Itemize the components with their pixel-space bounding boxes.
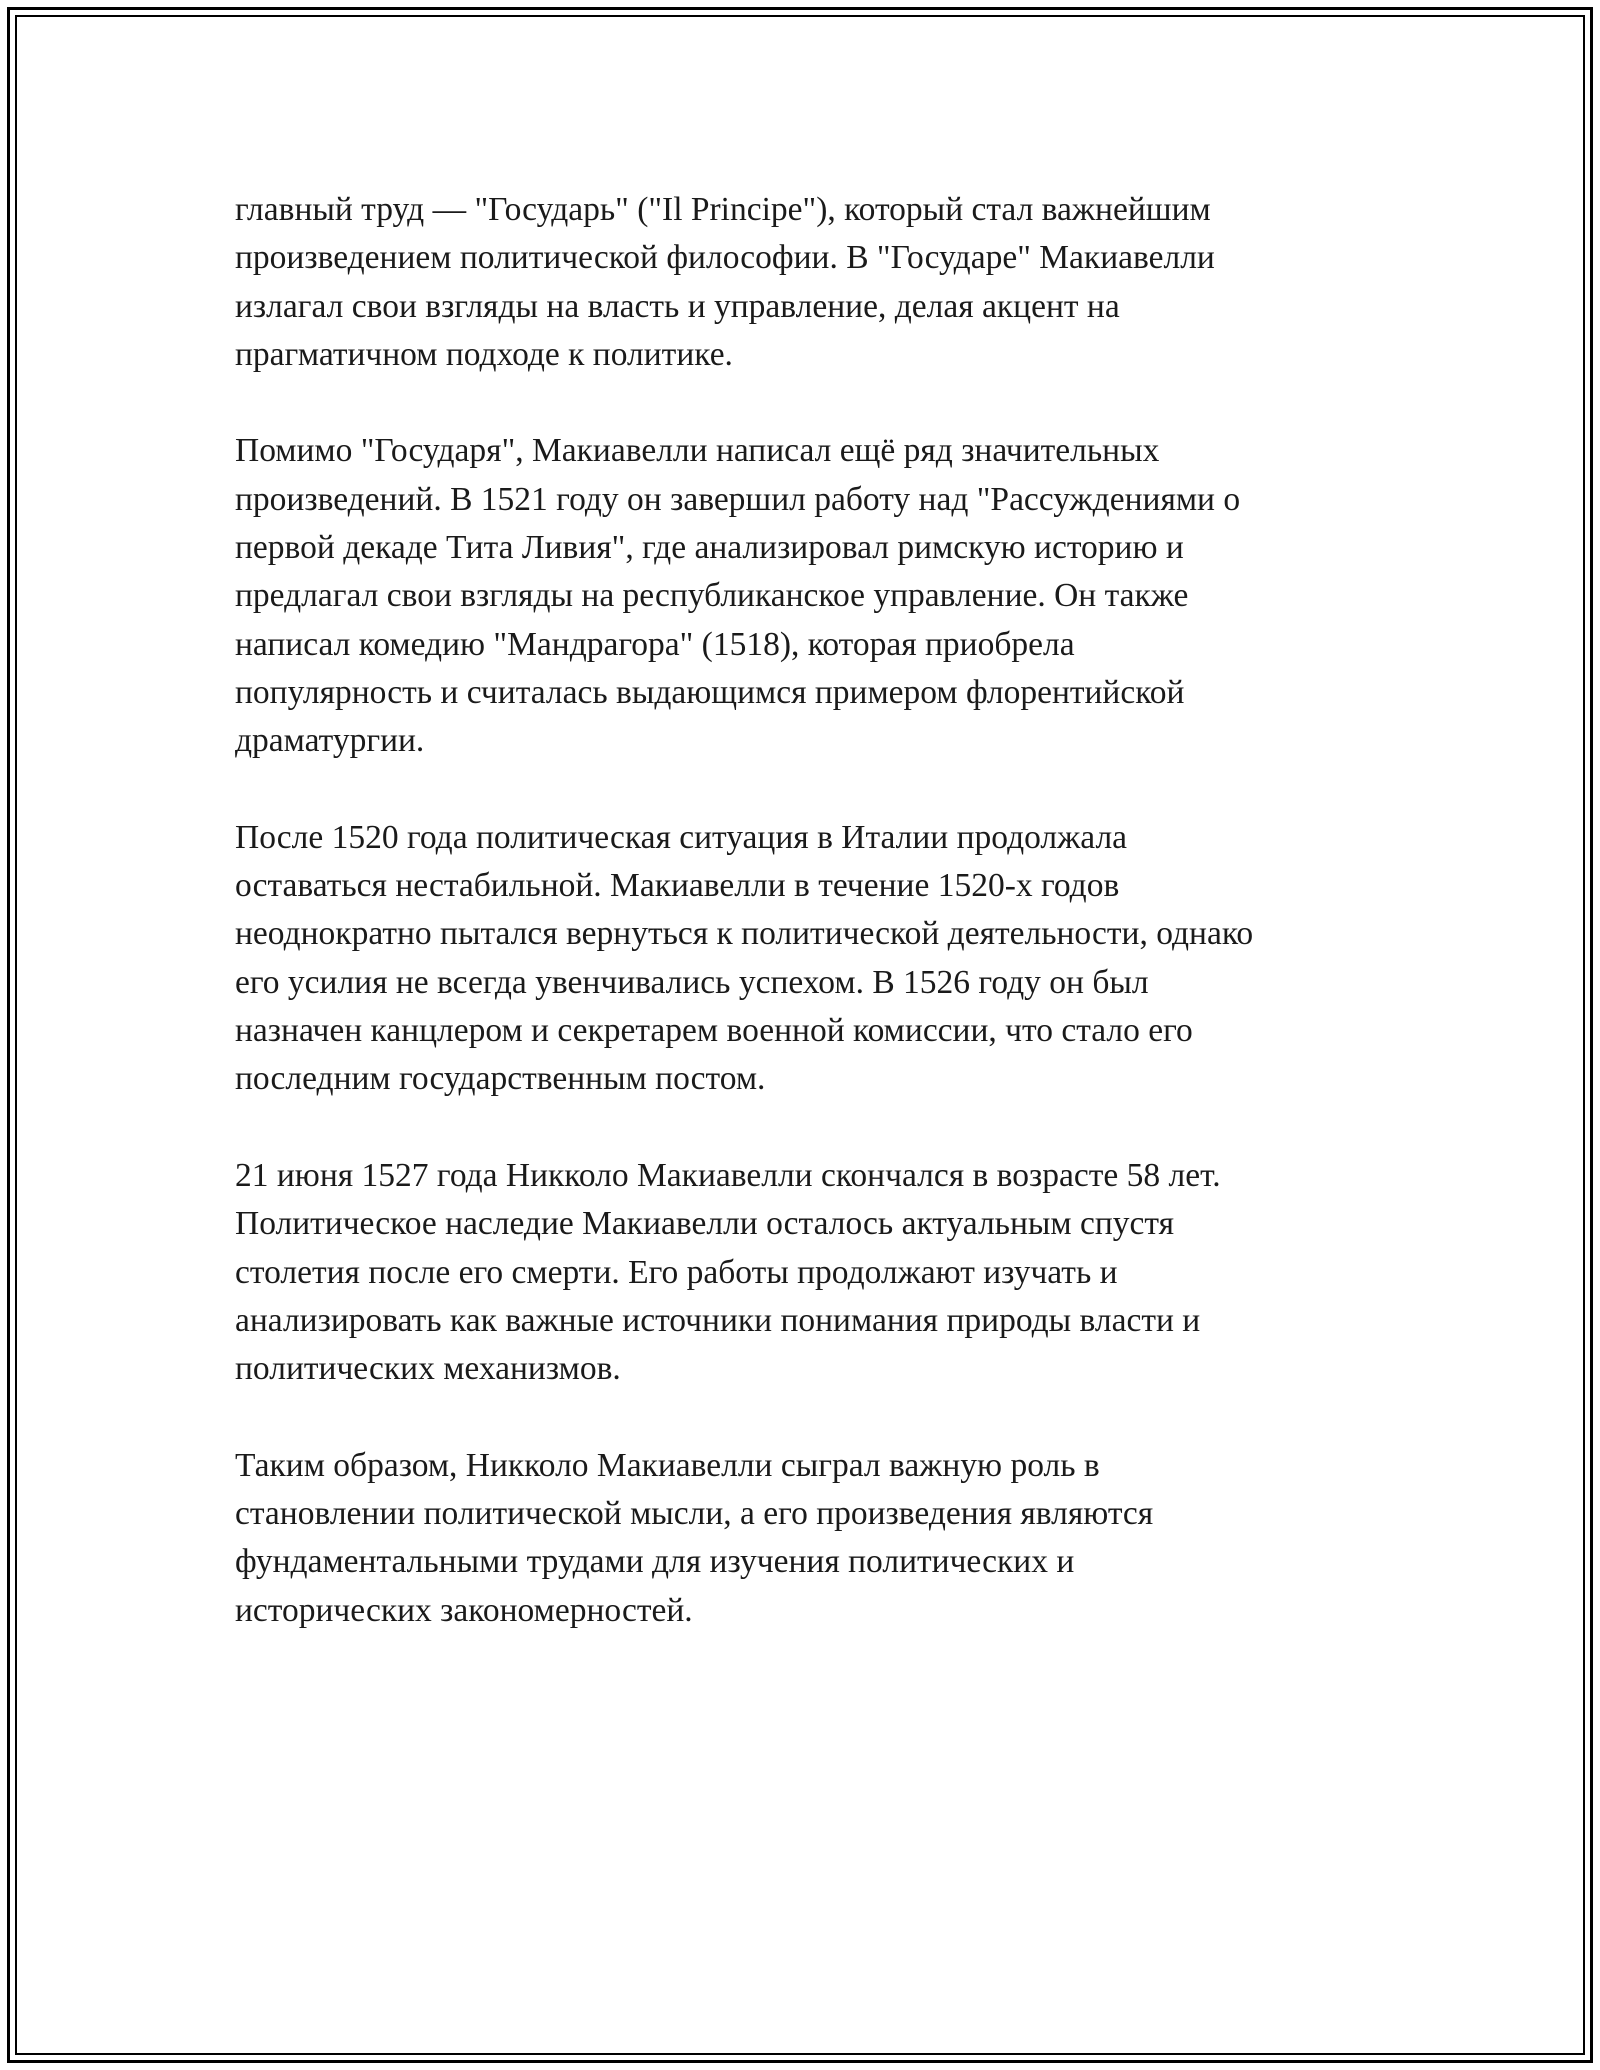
text-line: анализировать как важные источники понимания природы власти и xyxy=(235,1301,1201,1339)
paragraph-4 xyxy=(235,1152,1385,1393)
text-line: Политическое наследие Макиавелли осталось актуальным спустя xyxy=(235,1205,1174,1243)
text-line: написал комедию "Мандрагора" (1518), которая приобрела xyxy=(235,625,1075,663)
text-line: произведением политической философии. В "Государе" Макиавелли xyxy=(235,239,1215,277)
text-line: драматургии. xyxy=(235,722,425,760)
paragraph-5 xyxy=(235,1442,1385,1635)
text-line: Помимо "Государя", Макиавелли написал ещё ряд значительных xyxy=(235,432,1160,470)
text-line: назначен канцлером и секретарем военной комиссии, что стало его xyxy=(235,1012,1193,1050)
text-line: его усилия не всегда увенчивались успехом. В 1526 году он был xyxy=(235,963,1149,1001)
text-line: первой декаде Тита Ливия", где анализировал римскую историю и xyxy=(235,529,1184,567)
text-line: оставаться нестабильной. Макиавелли в течение 1520-х годов xyxy=(235,867,1120,905)
text-line: излагал свои взгляды на власть и управление, делая акцент на xyxy=(235,287,1120,325)
document-body xyxy=(235,186,1385,1683)
text-line: произведений. В 1521 году он завершил работу над "Рассуждениями о xyxy=(235,480,1241,518)
text-line: После 1520 года политическая ситуация в Италии продолжала xyxy=(235,818,1128,856)
text-line: последним государственным постом. xyxy=(235,1060,766,1098)
paragraph-2 xyxy=(235,427,1385,765)
text-line: предлагал свои взгляды на республиканское управление. Он также xyxy=(235,577,1189,615)
text-line: 21 июня 1527 года Никколо Макиавелли скончался в возрасте 58 лет. xyxy=(235,1156,1221,1194)
text-line: политических механизмов. xyxy=(235,1350,621,1388)
text-line: исторических закономерностей. xyxy=(235,1591,693,1629)
text-line: главный труд — "Государь" ("Il Principe"), который стал важнейшим xyxy=(235,191,1211,228)
paragraph-1 xyxy=(235,186,1385,379)
text-line: становлении политической мысли, а его произведения являются xyxy=(235,1495,1154,1533)
text-line: популярность и считалась выдающимся примером флорентийской xyxy=(235,673,1185,711)
text-line: Таким образом, Никколо Макиавелли сыграл важную роль в xyxy=(235,1446,1100,1484)
paragraph-3 xyxy=(235,814,1385,1104)
text-line: фундаментальными трудами для изучения политических и xyxy=(235,1543,1075,1581)
text-line: прагматичном подходе к политике. xyxy=(235,335,733,373)
text-line: столетия после его смерти. Его работы продолжают изучать и xyxy=(235,1253,1118,1291)
text-line: неоднократно пытался вернуться к политической деятельности, однако xyxy=(235,915,1254,953)
